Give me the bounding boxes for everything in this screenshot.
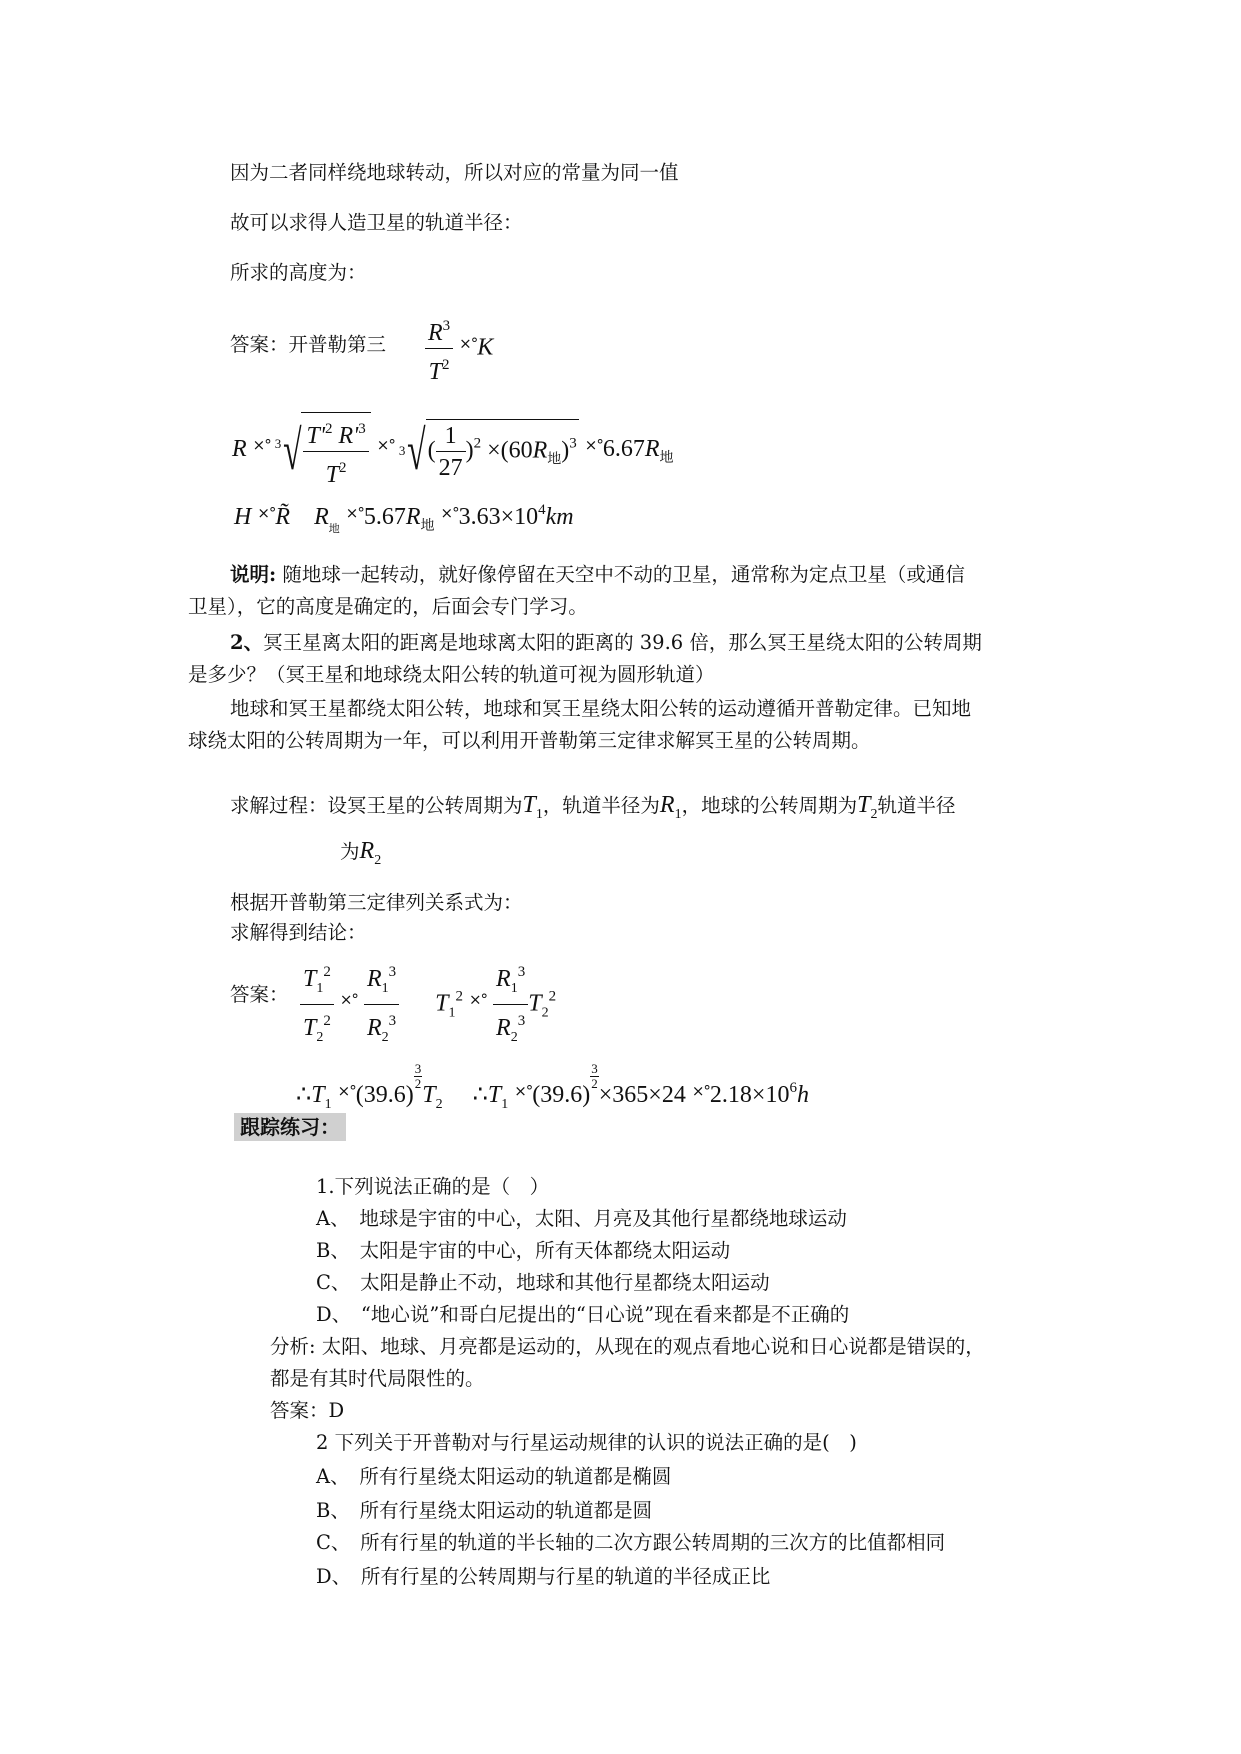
ex1-answer: 答案：D [270, 1399, 345, 1422]
formula-period-result: $\therefore T_1$ ×°(39.6) $\frac{3}{2}$ $T_2$ $\therefore T_1$ ×°(39.6) $\frac{3}{2}$ ×365×24 $^{\times^\circ}2.18\times 10^6h$ [296, 1061, 809, 1112]
line-constant: 因为二者同样绕地球转动，所以对应的常量为同一值 [230, 161, 679, 184]
process-line: 求解过程：设冥王星的公转周期为$T_1$，轨道半径为$R_1$，地球的公转周期为$T_2$轨道半径 [230, 792, 956, 822]
ex1-option-b: B、 太阳是宇宙的中心，所有天体都绕太阳运动 [316, 1239, 731, 1262]
formula-kepler-third: $\frac{R^3}{T^2}$ ×°K [425, 312, 493, 386]
ex2-option-a: A、 所有行星绕太阳运动的轨道都是椭圆 [316, 1465, 672, 1488]
ex1-option-d: D、 “地心说”和哥白尼提出的“日心说”现在看来都是不正确的 [316, 1303, 850, 1326]
line-height: 所求的高度为： [230, 261, 367, 284]
ex2-question: 2 下列关于开普勒对与行星运动规律的认识的说法正确的是( ) [316, 1431, 857, 1454]
line-orbit-radius: 故可以求得人造卫星的轨道半径： [230, 211, 523, 234]
formula-orbit-radius: R ×° 3 √ $\frac{T'^2 R'^3}{T^2}$ ×° 3 √( $\frac{1}{27}$ )$^2 \times(60R_地)^3$ $^{\times^\circ}6.67R_地$ [232, 412, 674, 489]
ex1-option-a: A、 地球是宇宙的中心，太阳、月亮及其他行星都绕地球运动 [316, 1207, 847, 1230]
ex1-analysis-2: 都是有其时代局限性的。 [270, 1367, 485, 1390]
q2-explanation-2: 球绕太阳的公转周期为一年，可以利用开普勒第三定律求解冥王星的公转周期。 [188, 729, 871, 752]
note-line-1: 说明: 随地球一起转动，就好像停留在天空中不动的卫星，通常称为定点卫星（或通信 [230, 563, 965, 586]
answer-kepler-label: 答案：开普勒第三 [230, 333, 387, 356]
ex2-option-c: C、 所有行星的轨道的半长轴的二次方跟公转周期的三次方的比值都相同 [316, 1531, 946, 1554]
ex1-analysis-1: 分析: 太阳、地球、月亮都是运动的，从现在的观点看地心说和日心说都是错误的， [270, 1335, 985, 1358]
ex2-option-b: B、 所有行星绕太阳运动的轨道都是圆 [316, 1499, 653, 1522]
practice-heading: 跟踪练习： [234, 1114, 346, 1140]
ex1-question: 1.下列说法正确的是（ ） [316, 1175, 550, 1198]
q2-line-1: 2、冥王星离太阳的距离是地球离太阳的距离的 39.6 倍，那么冥王星绕太阳的公转周期 [230, 631, 982, 654]
q2-explanation-1: 地球和冥王星都绕太阳公转，地球和冥王星绕太阳公转的运动遵循开普勒定律。已知地 [230, 697, 972, 720]
relation-line: 根据开普勒第三定律列关系式为： [230, 891, 523, 914]
ex2-option-d: D、 所有行星的公转周期与行星的轨道的半径成正比 [316, 1565, 771, 1588]
process-line-cont: 为$R_2$ [340, 838, 382, 868]
q2-line-2: 是多少？（冥王星和地球绕太阳公转的轨道可视为圆形轨道） [188, 663, 715, 686]
formula-kepler-ratio: $\frac{T_1^2}{T_2^2}$ ×° $\frac{R_1^3}{R_2^3}$ $T_1^2$ ×° $\frac{R_1^3}{R_2^3}$ $T_2^2$ [300, 958, 556, 1052]
ex1-option-c: C、 太阳是静止不动，地球和其他行星都绕太阳运动 [316, 1271, 770, 1294]
answer2-label: 答案： [230, 983, 289, 1006]
note-line-2: 卫星），它的高度是确定的，后面会专门学习。 [188, 595, 588, 618]
conclusion-line: 求解得到结论： [230, 921, 367, 944]
formula-height: H ×°R̃ $R_地$ $^{\times^\circ}5.67R_地$ $^{\times^\circ}3.63\times 10^4km$ [234, 502, 574, 535]
